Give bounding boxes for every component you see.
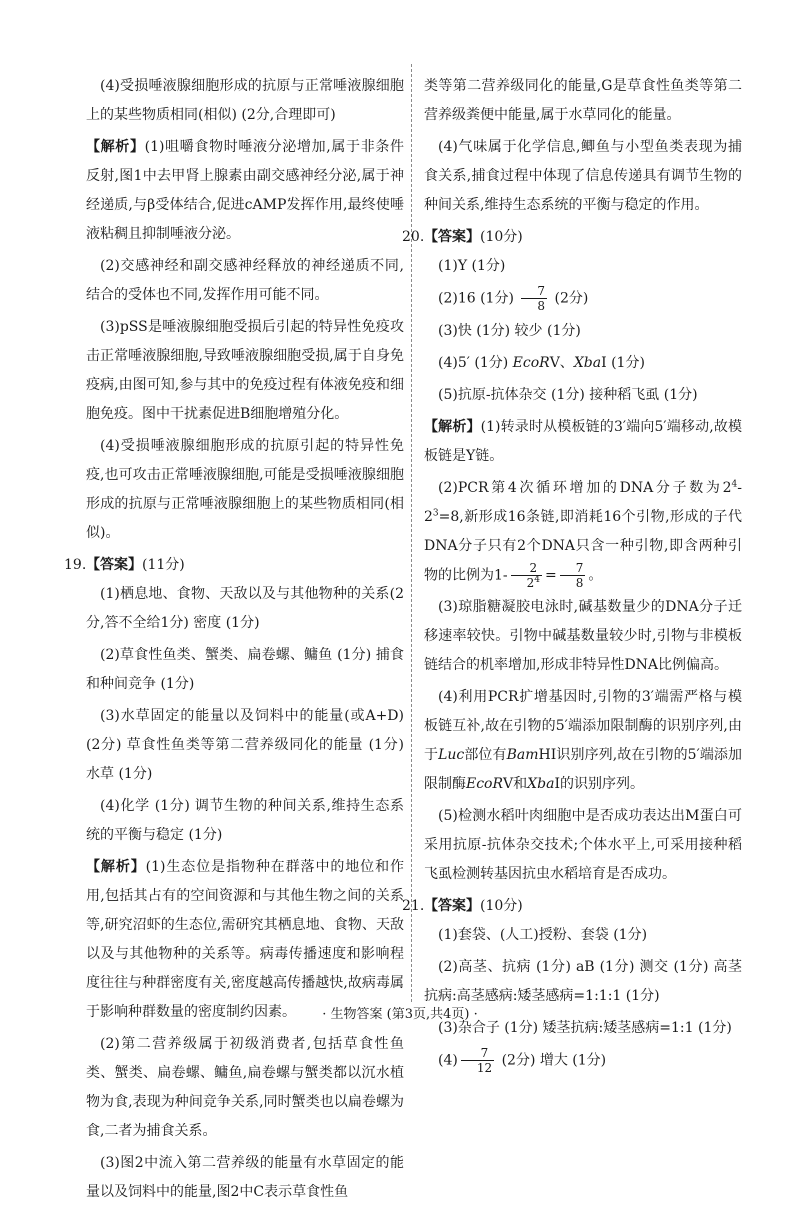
analysis-text: Ⅴ和 xyxy=(503,776,528,792)
enzyme-name: Bam xyxy=(506,747,539,763)
answer-label: 【答案】 xyxy=(424,898,480,914)
page-footer: · 生物答案 (第3页,共4页) · xyxy=(322,1007,478,1022)
denominator: 8 xyxy=(575,575,584,590)
exponent: 4 xyxy=(534,574,541,585)
q18-analysis-4: (4)受损唾液腺细胞形成的抗原引起的特异性免疫,也可攻击正常唾液腺细胞,可能是受损唾液腺细胞形成的抗原与正常唾液腺细胞上的某些物质相同(相似)。 xyxy=(86,438,404,541)
q19-answer-3: (3)水草固定的能量以及饲料中的能量(或A+D) (2分) 草食性鱼类等第二营养级同化的能量 (1分) 水草 (1分) xyxy=(86,708,404,782)
points: (10分) xyxy=(480,898,523,914)
q19-header xyxy=(64,551,404,580)
q20-header xyxy=(402,223,742,252)
q19-answer-4: (4)化学 (1分) 调节生物的种间关系,维持生态系统的平衡与稳定 (1分) xyxy=(86,798,404,843)
numerator: 7 xyxy=(521,284,547,299)
analysis-text: 部位有 xyxy=(464,747,507,763)
answer-text: Ⅰ (1分) xyxy=(601,354,645,371)
q18-analysis-3: (3)pSS是唾液腺细胞受损后引起的特异性免疫攻击正常唾液腺细胞,导致唾液腺细胞受损,属于自身免疫病,由图可知,参与其中的免疫过程有体液免疫和细胞免疫。图中干扰素促进B细胞增殖分化。 xyxy=(86,319,404,422)
analysis-label: 【解析】 xyxy=(424,418,481,435)
answer-label: 【答案】 xyxy=(424,229,480,245)
analysis-text: (1)生态位是指物种在群落中的地位和作用,包括其占有的空间资源和与其他生物之间的关系等,研究沼虾的生态位,需研究其栖息地、食物、天敌以及与其他物种的关系等。病毒传播速度和影响程度往往与种群密度有关,密度越高传播越快,故病毒属于影响种群数量的密度制约因素。 xyxy=(86,859,404,1020)
denominator xyxy=(511,576,542,590)
fraction-seven-eighths xyxy=(560,561,586,590)
q20-analysis-3: (3)琼脂糖凝胶电泳时,碱基数量少的DNA分子迁移速率较快。引物中碱基数量较少时,引物与非模板链结合的机率增加,形成非特异性DNA比例偏高。 xyxy=(424,599,742,673)
q20-analysis-5: (5)检测水稻叶肉细胞中是否成功表达出M蛋白可采用抗原-抗体杂交技术;个体水平上,可采用接种稻飞虱检测转基因抗虫水稻培育是否成功。 xyxy=(424,808,742,882)
analysis-text: (2)PCR第4次循环增加的DNA分子数为2 xyxy=(438,479,732,496)
question-number: 19. xyxy=(64,557,87,573)
numerator: 7 xyxy=(560,561,586,576)
q20-answer-4 xyxy=(424,349,742,378)
q18-part4-answer: (4)受损唾液腺细胞形成的抗原与正常唾液腺细胞上的某些物质相同(相似) (2分,合理即可) xyxy=(86,78,404,123)
answer-label: 【答案】 xyxy=(86,557,142,573)
denominator: 12 xyxy=(476,1061,493,1075)
answer-text: (2)16 (1分) xyxy=(438,290,514,307)
q19-analysis-2: (2)第二营养级属于初级消费者,包括草食性鱼类、蟹类、扁卷螺、鳙鱼,扁卷螺与蟹类都以沉水植物为食,表现为种间竞争关系,同时蟹类也以扁卷螺为食,二者为捕食关系。 xyxy=(86,1036,404,1139)
q19-analysis-4: (4)气味属于化学信息,鲫鱼与小型鱼类表现为捕食关系,捕食过程中体现了信息传递具有调节生物的种间关系,维持生态系统的平衡与稳定的作用。 xyxy=(424,139,742,213)
analysis-text: HⅠ识别序列,故在引物的5′端添加限制酶 xyxy=(424,747,743,792)
minus-sign: - xyxy=(737,479,742,496)
q20-analysis-1 xyxy=(424,413,742,471)
analysis-text: (1)咀嚼食物时唾液分泌增加,属于非条件反射,图1中去甲肾上腺素由副交感神经分泌,属于神经递质,与β受体结合,促进cAMP发挥作用,最终使唾液粘稠且抑制唾液分泌。 xyxy=(86,139,405,242)
q20-answer-1: (1)Y (1分) xyxy=(438,258,506,274)
exponent: 3 xyxy=(432,507,439,518)
right-column xyxy=(402,72,743,1079)
q20-answer-3: (3)快 (1分) 较少 (1分) xyxy=(438,322,581,339)
enzyme-name: EcoR xyxy=(466,776,504,792)
column-divider xyxy=(411,64,412,1002)
q20-answer-2 xyxy=(424,284,742,314)
q21-answer-4 xyxy=(424,1046,742,1076)
answer-points: (2分) xyxy=(554,290,589,307)
base: 2 xyxy=(424,508,433,525)
q20-analysis-4 xyxy=(424,683,742,799)
q21-header xyxy=(402,892,742,921)
fraction-seven-eighths xyxy=(521,284,547,313)
answer-text: (4)5′ (1分) xyxy=(438,354,513,371)
fraction-two-over-two-pow-four xyxy=(511,561,542,590)
equals-sign: = xyxy=(545,567,557,583)
q19-answer-2: (2)草食性鱼类、蟹类、扁卷螺、鳙鱼 (1分) 捕食和种间竞争 (1分) xyxy=(86,647,404,692)
enzyme-name: Xba xyxy=(573,354,602,371)
analysis-label: 【解析】 xyxy=(86,859,146,875)
base: 2 xyxy=(526,575,535,590)
q20-analysis-2 xyxy=(424,474,742,591)
left-column xyxy=(64,72,405,1210)
q19-analysis-3b: 类等第二营养级同化的能量,G是草食性鱼类等第二营养级粪便中能量,属于水草同化的能量。 xyxy=(424,78,742,123)
q21-answer-2: (2)高茎、抗病 (1分) aB (1分) 测交 (1分) 高茎抗病:高茎感病:矮茎感病=1:1:1 (1分) xyxy=(424,959,742,1004)
points: (10分) xyxy=(480,229,523,245)
q21-answer-1: (1)套袋、(人工)授粉、套袋 (1分) xyxy=(438,927,648,943)
fraction-seven-twelfths xyxy=(461,1046,494,1075)
denominator: 8 xyxy=(537,299,546,313)
q21-answer-3: (3)杂合子 (1分) 矮茎抗病:矮茎感病=1:1 (1分) xyxy=(438,1020,732,1036)
analysis-text: (1)转录时从模板链的3′端向5′端移动,故模板链是Y链。 xyxy=(424,418,743,464)
analysis-label: 【解析】 xyxy=(86,139,145,155)
analysis-text: (4)利用PCR扩增基因时,引物的3′端需严格与模板链互补,故在引物的5′端添加限制酶的识别序列,由于 xyxy=(424,689,742,763)
q20-answer-5: (5)抗原-抗体杂交 (1分) 接种稻飞虱 (1分) xyxy=(438,386,698,403)
gene-name: Luc xyxy=(438,747,465,763)
q18-analysis-1 xyxy=(86,133,404,249)
analysis-text: Ⅰ的识别序列。 xyxy=(554,776,644,792)
numerator: 2 xyxy=(511,561,542,576)
answer-text: (2分) 增大 (1分) xyxy=(501,1052,607,1069)
points: (11分) xyxy=(142,557,185,573)
enzyme-name: EcoR xyxy=(512,354,550,371)
answer-text: Ⅴ、 xyxy=(549,354,574,371)
enzyme-name: Xba xyxy=(527,776,555,792)
q19-answer-1: (1)栖息地、食物、天敌以及与其他物种的关系(2分,答不全给1分) 密度 (1分) xyxy=(86,586,404,631)
answer-text: (4) xyxy=(438,1052,458,1069)
analysis-text: =8,新形成16条链,即消耗16个引物,形成的子代DNA分子只有2个DNA只含一种引物,即含两种引物的比例为1- xyxy=(424,508,742,583)
q19-analysis-3a: (3)图2中流入第二营养级的能量有水草固定的能量以及饲料中的能量,图2中C表示草食性鱼 xyxy=(86,1155,404,1200)
period: 。 xyxy=(588,567,603,583)
question-number: 21. xyxy=(402,898,425,914)
exponent: 4 xyxy=(731,478,738,489)
q19-analysis-1 xyxy=(86,853,404,1027)
question-number: 20. xyxy=(402,229,425,245)
q18-analysis-2: (2)交感神经和副交感神经释放的神经递质不同,结合的受体也不同,发挥作用可能不同。 xyxy=(86,258,404,303)
numerator: 7 xyxy=(461,1046,494,1061)
